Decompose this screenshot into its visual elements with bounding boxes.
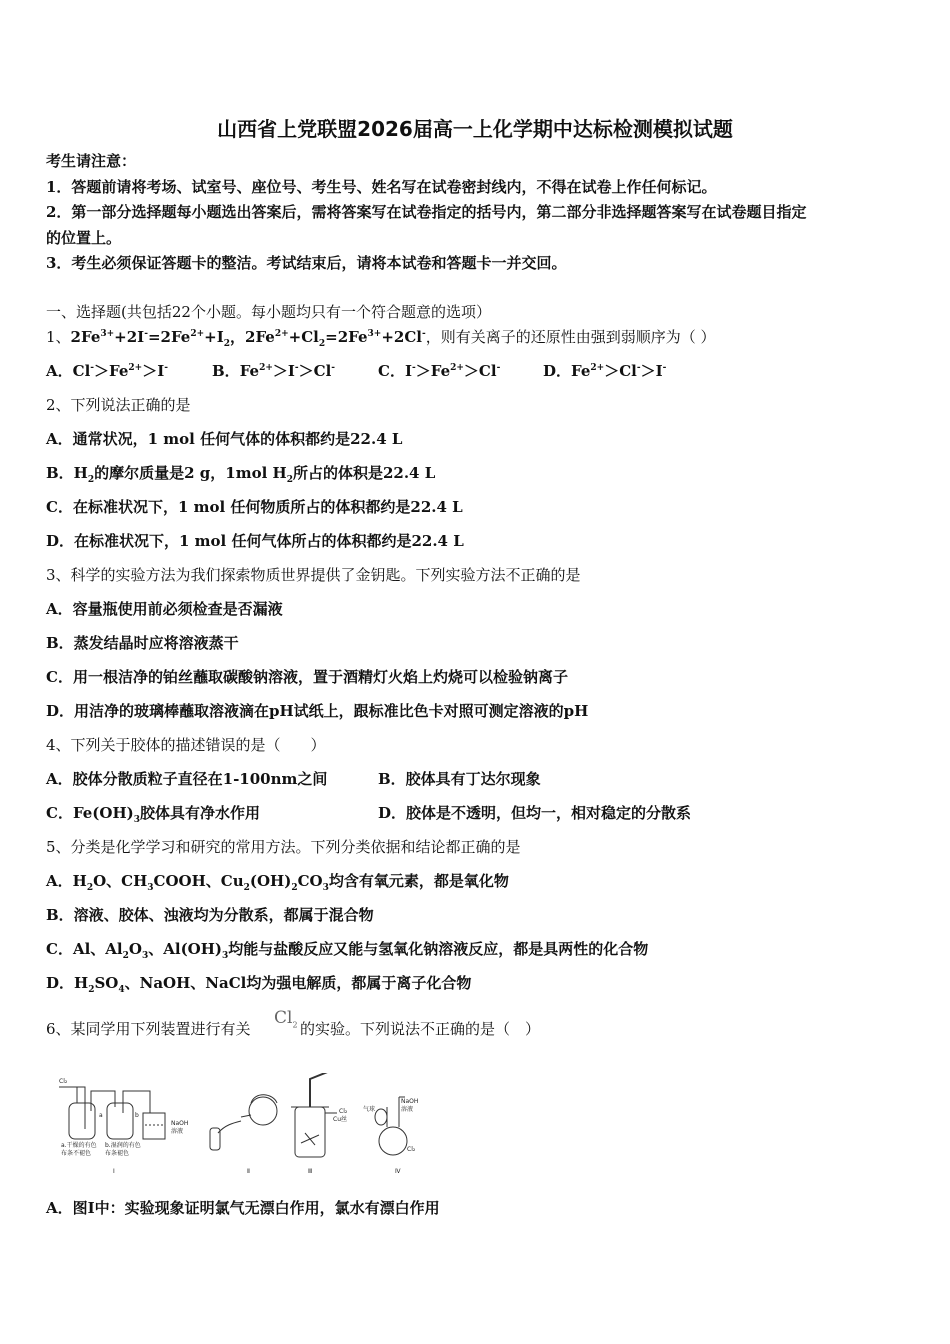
q2-stem: 2、下列说法正确的是 bbox=[46, 396, 191, 414]
q6-stem-post: 的实验。下列说法不正确的是（ ） bbox=[300, 1020, 541, 1038]
fig-label-cl2-in: Cl₂ bbox=[59, 1078, 68, 1085]
q6-option-a: A．图Ⅰ中：实验现象证明氯气无漂白作用，氯水有漂白作用 bbox=[46, 1199, 440, 1217]
fig-label-p4-solution: 溶液 bbox=[401, 1106, 414, 1113]
fig-roman-3: Ⅲ bbox=[308, 1168, 313, 1175]
q5-option-d: D．$H_2SO_4$、NaOH、NaCl均为强电解质，都属于离子化合物 bbox=[46, 974, 472, 995]
q3-option-b: B．蒸发结晶时应将溶液蒸干 bbox=[46, 634, 239, 652]
fig-label-p4-balloon: 气球 bbox=[363, 1106, 376, 1113]
notice-item-2a: 2．第一部分选择题每小题选出答案后，需将答案写在试卷指定的括号内，第二部分非选择题答案写在试卷题目指定 bbox=[46, 203, 807, 221]
q5-option-c: C．Al、$Al_2O_3$、$Al(OH)_3$均能与盐酸反应又能与氢氧化钠溶液反应，都是具两性的化合物 bbox=[46, 940, 649, 961]
q2-option-a: A．通常状况，1 mol 任何气体的体积都约是22.4 L bbox=[46, 430, 403, 448]
q6-formula: $Cl_2$ bbox=[274, 1008, 298, 1030]
q3-option-d: D．用洁净的玻璃棒蘸取溶液滴在pH试纸上，跟标准比色卡对照可测定溶液的pH bbox=[46, 702, 589, 720]
fig-label-p4-cl2: Cl₂ bbox=[407, 1146, 416, 1153]
q5-stem: 5、分类是化学学习和研究的常用方法。下列分类依据和结论都正确的是 bbox=[46, 838, 521, 856]
q2-option-b: B．$H_2$的摩尔质量是2 g，1mol $H_2$所占的体积是22.4 L bbox=[46, 464, 436, 485]
fig-caption-b1: b.湿润的有色 bbox=[105, 1142, 141, 1149]
fig-label-naoh1: NaOH bbox=[171, 1120, 189, 1127]
notice-item-3: 3．考生必须保证答题卡的整洁。考试结束后，请将本试卷和答题卡一并交回。 bbox=[46, 254, 567, 272]
gas-jar bbox=[210, 1128, 220, 1150]
flask bbox=[379, 1127, 407, 1155]
fig-caption-b2: 布条褪色 bbox=[105, 1150, 130, 1157]
notice-heading: 考生请注意： bbox=[46, 152, 137, 170]
q3-option-a: A．容量瓶使用前必须检查是否漏液 bbox=[46, 600, 283, 618]
q6-stem-pre: 6、某同学用下列装置进行有关 bbox=[46, 1020, 251, 1038]
fig-label-p4-naoh: NaOH bbox=[401, 1098, 419, 1105]
q3-option-c: C．用一根洁净的铂丝蘸取碳酸钠溶液，置于酒精灯火焰上灼烧可以检验钠离子 bbox=[46, 668, 568, 686]
q4-option-d: D．胶体是不透明，但均一，相对稳定的分散系 bbox=[378, 804, 692, 822]
q5-option-b: B．溶液、胶体、浊液均为分散系，都属于混合物 bbox=[46, 906, 374, 924]
q1-option-d: D．$Fe^{2+}>Cl^->I^-$ bbox=[543, 362, 667, 380]
q1-option-b: B．$Fe^{2+}>I^->Cl^-$ bbox=[212, 362, 336, 380]
fig-label-p3-cl2: Cl₂ bbox=[339, 1108, 348, 1115]
q1-option-a: A．$Cl^->Fe^{2+}>I^-$ bbox=[46, 362, 168, 380]
q4-option-b: B．胶体具有丁达尔现象 bbox=[378, 770, 541, 788]
apparatus-figure bbox=[55, 1073, 435, 1178]
fig-caption-a1: a.干燥的有色 bbox=[61, 1142, 97, 1149]
fig-roman-1: Ⅰ bbox=[113, 1168, 115, 1175]
notice-item-1: 1．答题前请将考场、试室号、座位号、考生号、姓名写在试卷密封线内，不得在试卷上作任何标记。 bbox=[46, 178, 717, 196]
q4-option-a: A．胶体分散质粒子直径在1-100nm之间 bbox=[46, 770, 328, 788]
page-title: 山西省上党联盟2026届高一上化学期中达标检测模拟试题 bbox=[217, 117, 733, 141]
fig-label-a: a bbox=[99, 1112, 103, 1119]
q4-stem: 4、下列关于胶体的描述错误的是（ ） bbox=[46, 736, 326, 754]
fig-label-p3-cu: Cu丝 bbox=[333, 1116, 347, 1123]
q4-option-c: C．$Fe(OH)_3$胶体具有净水作用 bbox=[46, 804, 261, 825]
section-heading: 一、选择题(共包括22个小题。每小题均只有一个符合题意的选项） bbox=[46, 303, 491, 321]
notice-item-2b: 的位置上。 bbox=[46, 229, 122, 247]
fig-label-naoh1b: 溶液 bbox=[171, 1128, 184, 1135]
head bbox=[249, 1097, 277, 1125]
q2-option-d: D．在标准状况下，1 mol 任何气体所占的体积都约是22.4 L bbox=[46, 532, 464, 550]
gas-jar-3 bbox=[295, 1107, 325, 1157]
q3-stem: 3、科学的实验方法为我们探索物质世界提供了金钥匙。下列实验方法不正确的是 bbox=[46, 566, 581, 584]
fig-roman-2: Ⅱ bbox=[247, 1168, 250, 1175]
beaker bbox=[143, 1113, 165, 1139]
q1-option-c: C．$I^->Fe^{2+}>Cl^-$ bbox=[378, 362, 501, 380]
q5-option-a: A．$H_2O$、$CH_3COOH$、$Cu_2(OH)_2CO_3$均含有氧元素，都是氧化物 bbox=[46, 872, 509, 893]
fig-roman-4: Ⅳ bbox=[395, 1168, 401, 1175]
q1-stem: 1、$2Fe^{3+}+2I^-=2Fe^{2+}+I_2$，$2Fe^{2+}+Cl_2=2Fe^{3+}+2Cl^-$，则有关离子的还原性由强到弱顺序为（ ） bbox=[46, 328, 716, 349]
fig-caption-a2: 布条不褪色 bbox=[61, 1150, 92, 1157]
bottle-b bbox=[107, 1103, 133, 1139]
q2-option-c: C．在标准状况下，1 mol 任何物质所占的体积都约是22.4 L bbox=[46, 498, 463, 516]
fig-label-b: b bbox=[135, 1112, 139, 1119]
balloon bbox=[375, 1109, 387, 1125]
